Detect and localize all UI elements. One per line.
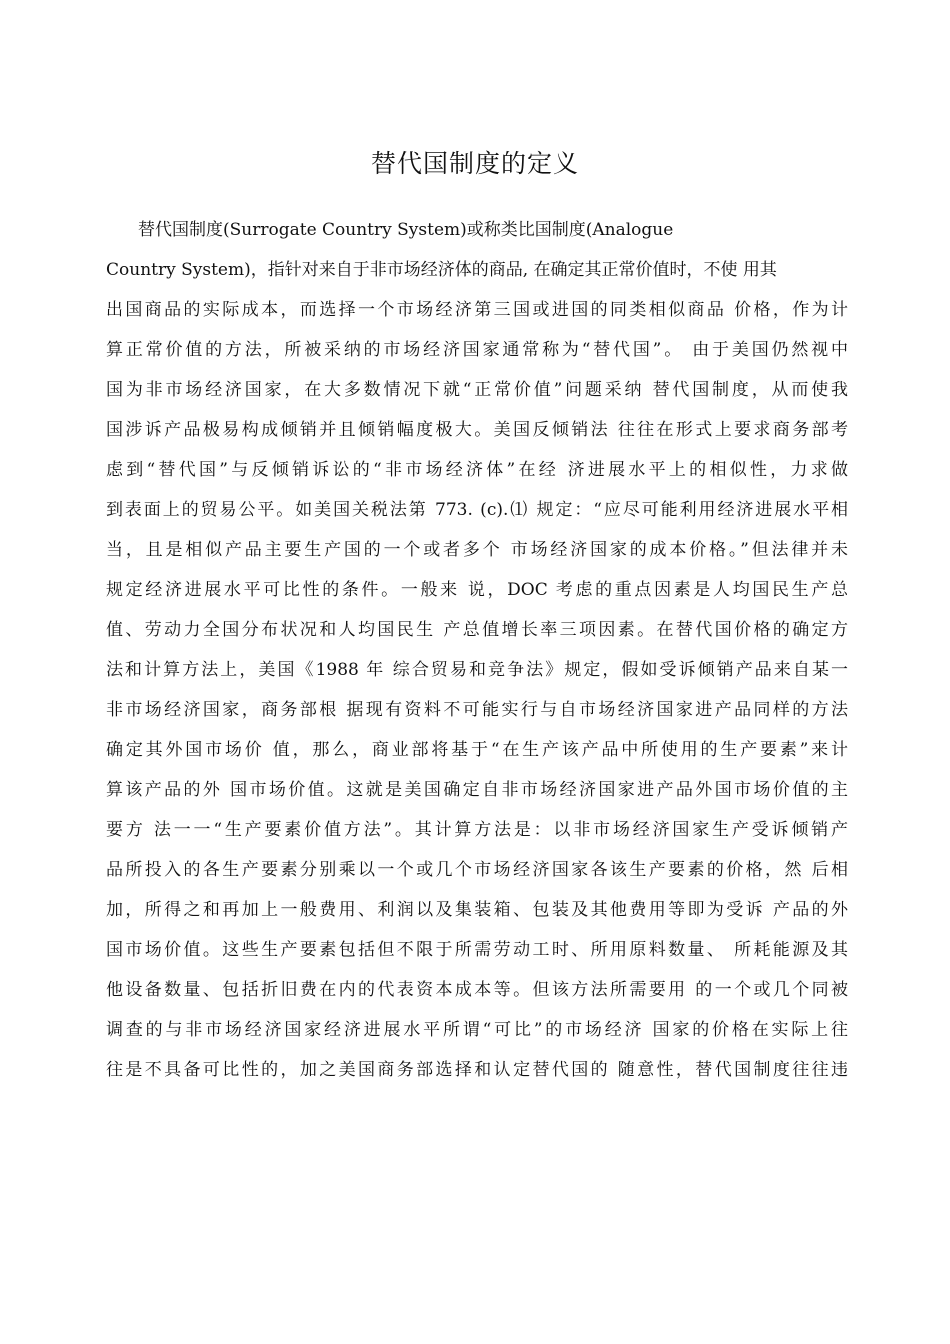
paragraph-line: 值、劳动力全国分布状况和人均国民生 产总值增长率三项因素。在替代国价格的确定方	[106, 620, 848, 640]
paragraph-line: 当，且是相似产品主要生产国的一个或者多个 市场经济国家的成本价格。”但法律并未	[106, 540, 848, 560]
paragraph-line: 品所投入的各生产要素分别乘以一个或几个市场经济国家各该生产要素的价格，然 后相	[106, 860, 848, 880]
paragraph-line: 确定其外国市场价 值，那么，商业部将基于“在生产该产品中所使用的生产要素”来计	[106, 740, 848, 760]
paragraph-line: 国市场价值。这些生产要素包括但不限于所需劳动工时、所用原料数量、 所耗能源及其	[106, 940, 848, 960]
paragraph-line: 往是不具备可比性的，加之美国商务部选择和认定替代国的 随意性，替代国制度往往违	[106, 1060, 848, 1080]
paragraph-line: 他设备数量、包括折旧费在内的代表资本成本等。但该方法所需要用 的一个或几个同被	[106, 980, 848, 1000]
document-title: 替代国制度的定义	[370, 149, 579, 178]
paragraph-line: 到表面上的贸易公平。如美国关税法第 773. (c).⑴ 规定：“应尽可能利用经济进展水平相	[106, 500, 848, 520]
paragraph-line: 出国商品的实际成本，而选择一个市场经济第三国或进国的同类相似商品 价格，作为计	[106, 300, 848, 320]
paragraph-line: 算该产品的外 国市场价值。这就是美国确定自非市场经济国家进产品外国市场价值的主	[106, 780, 848, 800]
paragraph-line: Country System)，指针对来自于非市场经济体的商品, 在确定其正常价值时，不使 用其	[106, 260, 777, 280]
paragraph-line: 加，所得之和再加上一般费用、利润以及集装箱、包装及其他费用等即为受诉 产品的外	[106, 900, 848, 920]
paragraph-line: 算正常价值的方法，所被采纳的市场经济国家通常称为“替代国”。 由于美国仍然视中	[106, 340, 848, 360]
paragraph-line: 规定经济进展水平可比性的条件。一般来 说，DOC 考虑的重点因素是人均国民生产总	[106, 580, 848, 600]
paragraph-line: 法和计算方法上，美国《1988 年 综合贸易和竞争法》规定，假如受诉倾销产品来自某一	[106, 660, 848, 680]
paragraph-line: 非市场经济国家，商务部根 据现有资料不可能实行与自市场经济国家进产品同样的方法	[106, 700, 848, 720]
paragraph-line: 国涉诉产品极易构成倾销并且倾销幅度极大。美国反倾销法 往往在形式上要求商务部考	[106, 420, 848, 440]
paragraph-line: 调查的与非市场经济国家经济进展水平所谓“可比”的市场经济 国家的价格在实际上往	[106, 1020, 848, 1040]
paragraph-line: 要方 法一一“生产要素价值方法”。其计算方法是：以非市场经济国家生产受诉倾销产	[106, 820, 848, 840]
paragraph-line: 国为非市场经济国家，在大多数情况下就“正常价值”问题采纳 替代国制度，从而使我	[106, 380, 848, 400]
paragraph-line: 虑到“替代国”与反倾销诉讼的“非市场经济体”在经 济进展水平上的相似性，力求做	[106, 460, 848, 480]
document-body	[106, 210, 848, 1090]
paragraph-line: 替代国制度(Surrogate Country System)或称类比国制度(Analogue	[138, 220, 674, 240]
